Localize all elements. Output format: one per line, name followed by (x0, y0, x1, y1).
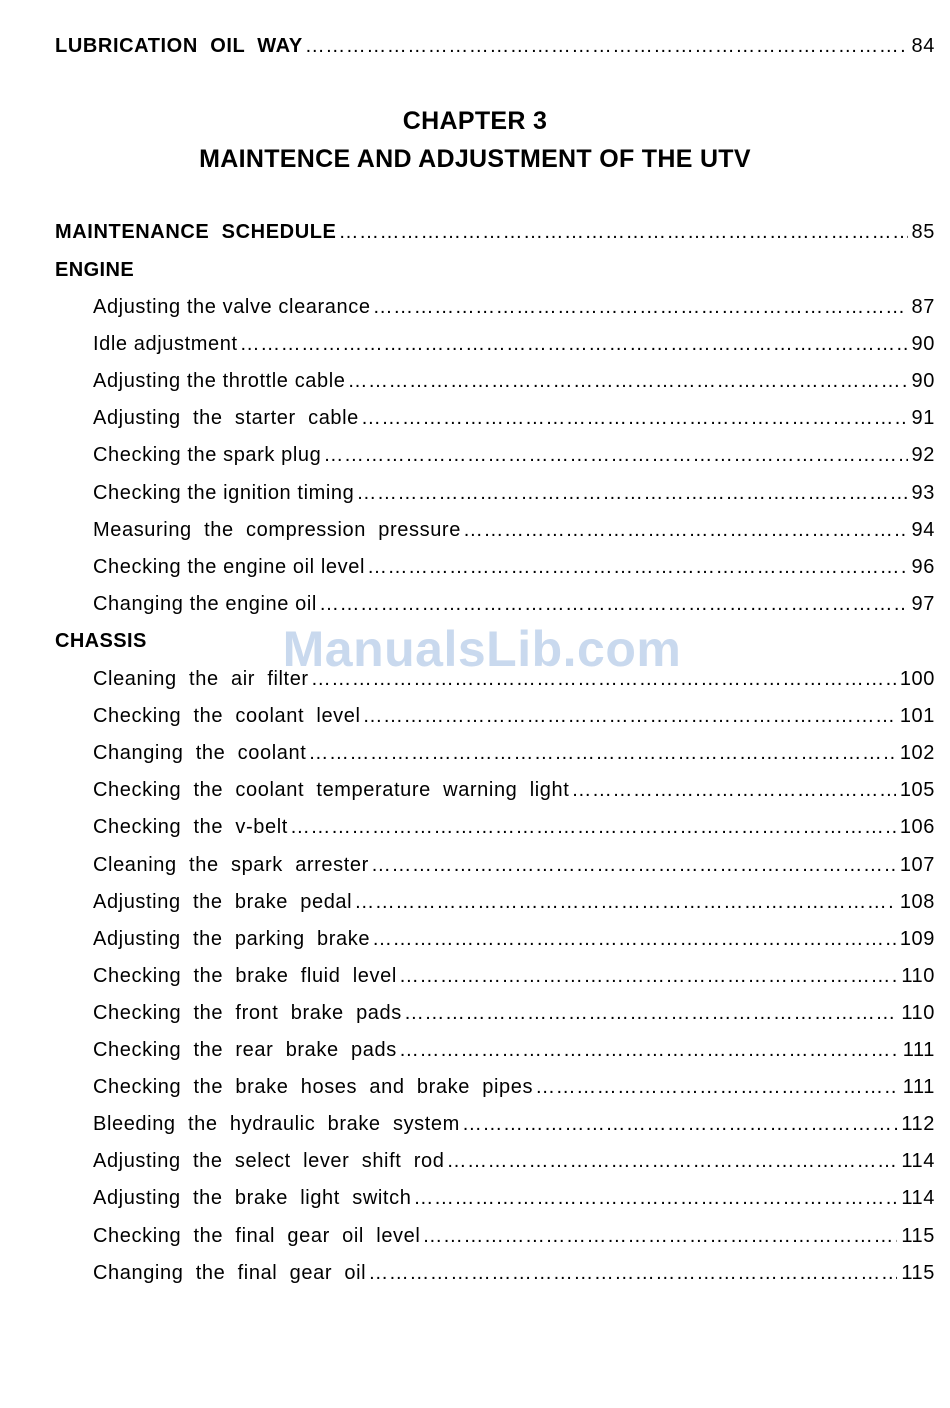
toc-entry[interactable] (93, 1002, 935, 1032)
toc-entry[interactable] (93, 965, 935, 995)
toc-entry-page: 107 (899, 853, 935, 876)
toc-entry[interactable] (93, 407, 935, 437)
toc-entry-title: Cleaning the spark arrester (93, 853, 369, 876)
toc-entry[interactable] (93, 1113, 935, 1143)
dot-leader (311, 668, 896, 691)
toc-entry-title: Adjusting the starter cable (93, 407, 359, 430)
watermark-text: ManualsLib.com (282, 621, 682, 677)
dot-leader (339, 221, 908, 244)
dot-leader (290, 816, 896, 839)
dot-leader (363, 705, 896, 728)
toc-entry[interactable] (93, 891, 935, 921)
toc-entry[interactable] (93, 1039, 935, 1069)
dot-leader (323, 444, 907, 467)
toc-entry-page: 94 (911, 518, 935, 541)
toc-entry[interactable] (93, 333, 935, 363)
toc-entry-page: 101 (899, 705, 935, 728)
dot-leader (367, 556, 908, 579)
toc-entry-page: 85 (911, 221, 935, 243)
dot-leader (446, 1150, 897, 1173)
toc-entry[interactable] (93, 296, 935, 326)
toc-entry-title: Checking the ignition timing (93, 481, 355, 504)
toc-entry-title: Changing the coolant (93, 742, 307, 765)
toc-entry-lubrication-oil-way[interactable] (55, 35, 935, 65)
dot-leader (240, 333, 908, 356)
dot-leader (308, 742, 895, 765)
toc-entry-title: Adjusting the valve clearance (93, 296, 371, 318)
toc-entry[interactable] (93, 482, 935, 512)
toc-entry[interactable] (93, 779, 935, 809)
dot-leader (305, 35, 908, 58)
toc-entry-title: Bleeding the hydraulic brake system (93, 1113, 460, 1136)
dot-leader (348, 370, 908, 393)
dot-leader (354, 891, 896, 914)
toc-entry-page: 102 (899, 742, 935, 765)
toc-entry[interactable] (93, 1262, 935, 1292)
toc-entry-page: 111 (902, 1039, 935, 1061)
toc-entry[interactable] (93, 1187, 935, 1217)
toc-entry-title: Checking the spark plug (93, 444, 322, 467)
toc-entry-title: MAINTENANCE SCHEDULE (55, 221, 337, 243)
toc-entry-title: Checking the rear brake pads (93, 1039, 397, 1061)
toc-entry-title: Adjusting the parking brake (93, 927, 371, 950)
dot-leader (571, 779, 895, 802)
toc-entry[interactable] (93, 556, 935, 586)
toc-entry[interactable] (93, 668, 935, 698)
toc-entry-title: Checking the v-belt (93, 816, 288, 839)
dot-leader (373, 296, 908, 319)
toc-entry-title: Checking the brake fluid level (93, 964, 397, 987)
toc-entry-title: Checking the final gear oil level (93, 1224, 421, 1247)
dot-leader (371, 854, 896, 877)
toc-entry[interactable] (93, 1225, 935, 1255)
section-heading-engine: ENGINE (55, 259, 135, 281)
dot-leader (372, 928, 896, 951)
toc-entry-page: 112 (901, 1113, 935, 1136)
toc-entry-page: 96 (911, 555, 935, 578)
dot-leader (413, 1187, 897, 1210)
toc-entry-page: 91 (911, 407, 935, 430)
toc-entry-title: Checking the front brake pads (93, 1001, 402, 1024)
toc-entry[interactable] (93, 854, 935, 884)
toc-entry-page: 87 (911, 296, 935, 318)
toc-entry-page: 92 (911, 444, 935, 467)
chapter-title: MAINTENCE AND ADJUSTMENT OF THE UTV (199, 145, 751, 173)
toc-entry-title: Adjusting the select lever shift rod (93, 1150, 445, 1173)
toc-entry-page: 114 (901, 1187, 935, 1210)
toc-entry-title: Adjusting the brake pedal (93, 890, 353, 913)
toc-entry-page: 111 (902, 1076, 935, 1099)
dot-leader (356, 482, 907, 505)
toc-entry-page: 93 (911, 481, 935, 504)
toc-entry-page: 105 (899, 779, 935, 802)
section-heading-chassis: CHASSIS (55, 630, 147, 652)
toc-entry-title: Checking the brake hoses and brake pipes (93, 1076, 534, 1099)
toc-entry[interactable] (93, 928, 935, 958)
toc-entry-page: 108 (899, 890, 935, 913)
toc-entry-title: Idle adjustment (93, 333, 238, 356)
toc-entry-page: 97 (911, 592, 935, 615)
toc-entry-title: Adjusting the throttle cable (93, 370, 346, 393)
toc-entry-page: 110 (901, 1001, 935, 1024)
chapter-number: CHAPTER 3 (402, 107, 548, 135)
toc-entry-page: 115 (901, 1261, 935, 1284)
toc-entry-page: 109 (899, 927, 935, 950)
toc-entry-page: 100 (899, 668, 935, 690)
toc-entry-page: 90 (911, 333, 935, 356)
dot-leader (422, 1225, 897, 1248)
toc-entry[interactable] (93, 444, 935, 474)
toc-entry-title: Measuring the compression pressure (93, 518, 461, 541)
toc-entry[interactable] (93, 1076, 935, 1106)
toc-entry-page: 110 (901, 964, 935, 987)
dot-leader (368, 1262, 897, 1285)
toc-entry-title: Changing the engine oil (93, 592, 317, 615)
toc-entry-page: 90 (911, 370, 935, 393)
toc-entry[interactable] (93, 370, 935, 400)
toc-entry-page: 84 (911, 35, 935, 57)
dot-leader (399, 965, 897, 988)
toc-entry[interactable] (93, 1150, 935, 1180)
toc-entry-maintenance-schedule[interactable] (55, 221, 935, 251)
dot-leader (535, 1076, 899, 1099)
dot-leader (462, 1113, 897, 1136)
toc-entry[interactable] (93, 742, 935, 772)
toc-entry-title: Cleaning the air filter (93, 668, 309, 690)
toc-entry-title: Changing the final gear oil (93, 1261, 367, 1284)
dot-leader (399, 1039, 899, 1062)
toc-entry-page: 114 (901, 1150, 935, 1173)
toc-entry[interactable] (93, 705, 935, 735)
toc-entry-title: Checking the coolant temperature warning light (93, 779, 570, 802)
dot-leader (404, 1002, 897, 1025)
dot-leader (319, 593, 908, 616)
toc-entry-title: Checking the engine oil level (93, 555, 366, 578)
toc-entry-page: 106 (899, 816, 935, 839)
toc-entry[interactable] (93, 519, 935, 549)
toc-entry[interactable] (93, 593, 935, 623)
toc-entry-title: Checking the coolant level (93, 705, 361, 728)
dot-leader (361, 407, 908, 430)
toc-entry-title: LUBRICATION OIL WAY (55, 35, 303, 57)
toc-entry-title: Adjusting the brake light switch (93, 1187, 412, 1210)
toc-entry[interactable] (93, 816, 935, 846)
toc-entry-page: 115 (901, 1224, 935, 1247)
dot-leader (463, 519, 908, 542)
